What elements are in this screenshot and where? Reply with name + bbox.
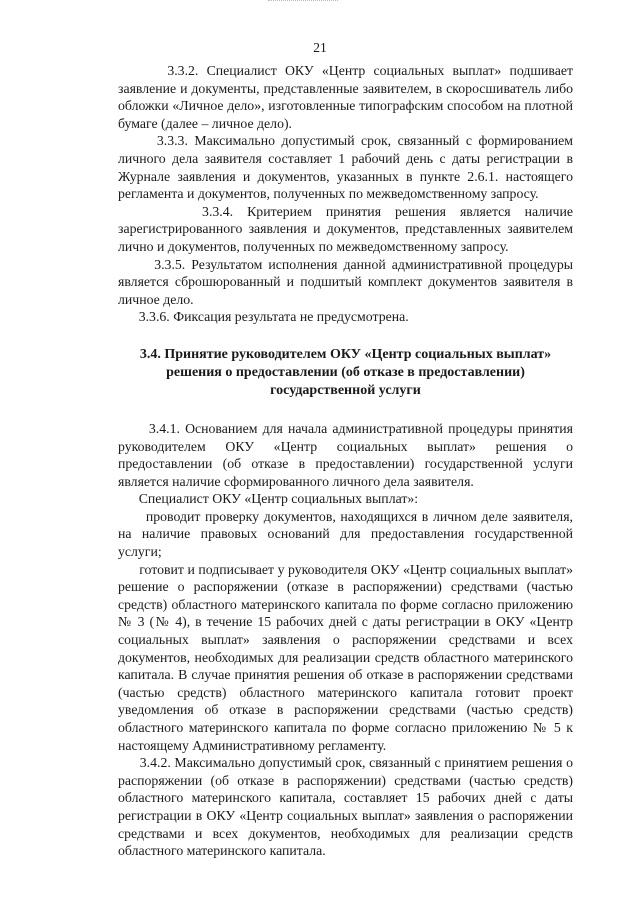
paragraph-3-4-2: 3.4.2. Максимально допустимый срок, связанный с принятием решения о распоряжении (об отказе в распоряжении) средствами (частью средств) областного материнского капитала, составляет 15 рабочих дней с даты регистрации в ОКУ «Центр социальных выплат» заявления о распоряжении средствами и всех документов, необходимых для реализации средств областного материнского капитала. bbox=[118, 755, 573, 859]
paragraph-prepare-decision: готовит и подписывает у руководителя ОКУ «Центр социальных выплат» решение о распоряжении (отказе в распоряжении) средствами (частью средств) областного материнского капитала по форме согласно приложению № 3 (№ 4), в течение 15 рабочих дней с даты регистрации в ОКУ «Центр социальных выплат» заявления о распоряжении средствами и всех документов, необходимых для реализации средств областного материнского капитала. В случае принятия решения об отказе в распоряжении средствами (частью средств) областного материнского капитала готовит проект уведомления об отказе в распоряжении средствами (частью средств) областного материнского капитала по форме согласно приложению № 5 к настоящему Административному регламенту. bbox=[118, 561, 573, 753]
paragraph-3-3-4: 3.3.4. Критерием принятия решения является наличие зарегистрированного заявления и документов, представленных заявителем лично и документов, полученных по межведомственному запросу. bbox=[118, 203, 573, 254]
paragraph-check-documents: проводит проверку документов, находящихся в личном деле заявителя, на наличие правовых оснований для предоставления государственной услуги; bbox=[118, 508, 573, 560]
section-heading-line-1: 3.4. Принятие руководителем ОКУ «Центр социальных выплат» bbox=[139, 346, 552, 362]
document-body bbox=[118, 62, 573, 860]
spacer bbox=[118, 400, 573, 420]
page-number: 21 bbox=[313, 40, 327, 55]
section-heading bbox=[118, 346, 573, 400]
paragraph-3-3-3: 3.3.3. Максимально допустимый срок, связанный с формированием личного дела заявителя составляет 1 рабочий день с даты регистрации в Журнале заявления и документов, указанных в пункте 2.6.1. настоящего регламента и документов, полученных по межведомственному запросу. bbox=[118, 133, 573, 202]
paragraph-3-3-5: 3.3.5. Результатом исполнения данной административной процедуры является сброшюрованный и подшитый комплект документов заявителя в личное дело. bbox=[118, 256, 573, 307]
paragraph-3-3-2: 3.3.2. Специалист ОКУ «Центр социальных выплат» подшивает заявление и документы, представленные заявителем, в скоросшиватель либо обложки «Личное дело», изготовленные типографским способом на плотной бумаге (далее – личное дело). bbox=[118, 63, 573, 131]
section-heading-line-2: решения о предоставлении (об отказе в предоставлении) bbox=[166, 364, 525, 380]
paragraph-3-3-6: 3.3.6. Фиксация результата не предусмотрена. bbox=[118, 309, 409, 325]
paragraph-3-4-1: 3.4.1. Основанием для начала административной процедуры принятия руководителем ОКУ «Центр социальных выплат» решения о предоставлении (об отказе в предоставлении) государственной услуги является наличие сформированного личного дела заявителя. bbox=[118, 420, 573, 489]
spacer bbox=[118, 326, 573, 346]
paragraph-specialist-intro: Специалист ОКУ «Центр социальных выплат»: bbox=[118, 491, 419, 507]
section-heading-line-3: государственной услуги bbox=[270, 382, 421, 398]
scan-top-mark bbox=[268, 0, 338, 4]
